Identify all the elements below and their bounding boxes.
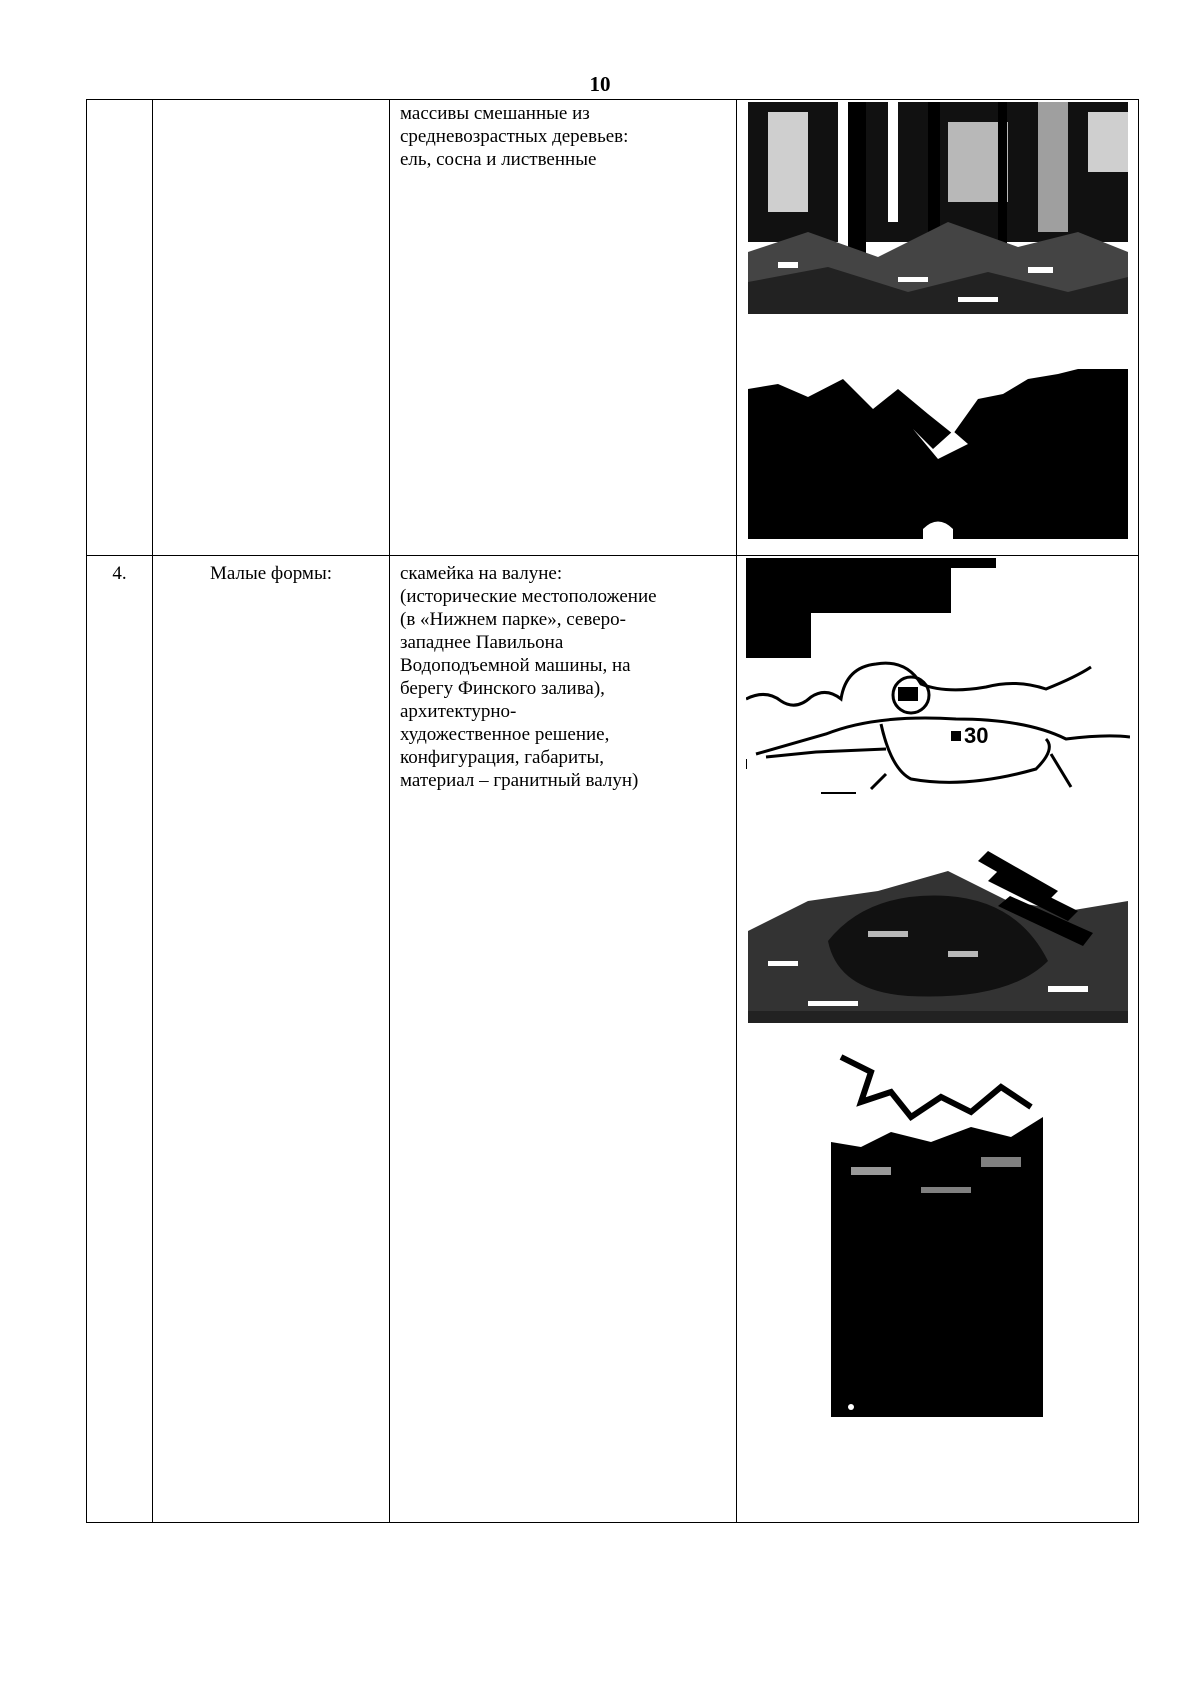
row-description-cell: скамейка на валуне: (исторические местоположение (в «Нижнем парке», северо- западнее Павильона Водоподъемной машины, на берегу Финского залива), архитектурно- художественное решение, конфигурация, габариты, материал – гранитный валун) xyxy=(390,556,737,1523)
table-row xyxy=(87,100,1139,556)
row-label-cell: Малые формы: xyxy=(153,556,390,1523)
heritage-table xyxy=(86,99,1139,1523)
photo-cell xyxy=(737,556,1139,1523)
redacted-block xyxy=(746,558,1006,658)
row-number-cell xyxy=(87,100,153,556)
forest-silhouette-photo xyxy=(748,369,1128,539)
boulder-bench-photo xyxy=(748,811,1128,1023)
plan-label: 30 xyxy=(964,723,989,748)
forest-photo xyxy=(748,102,1128,314)
table-row xyxy=(87,556,1139,1523)
row-description-cell: массивы смешанные из средневозрастных деревьев: ель, сосна и лиственные xyxy=(390,100,737,556)
page-number: 10 xyxy=(589,72,611,96)
row-label-cell xyxy=(153,100,390,556)
photo-cell xyxy=(737,100,1139,556)
bench-vertical-photo xyxy=(831,1047,1043,1417)
row-number-cell: 4. xyxy=(87,556,153,1523)
site-plan-sketch xyxy=(746,659,1130,794)
